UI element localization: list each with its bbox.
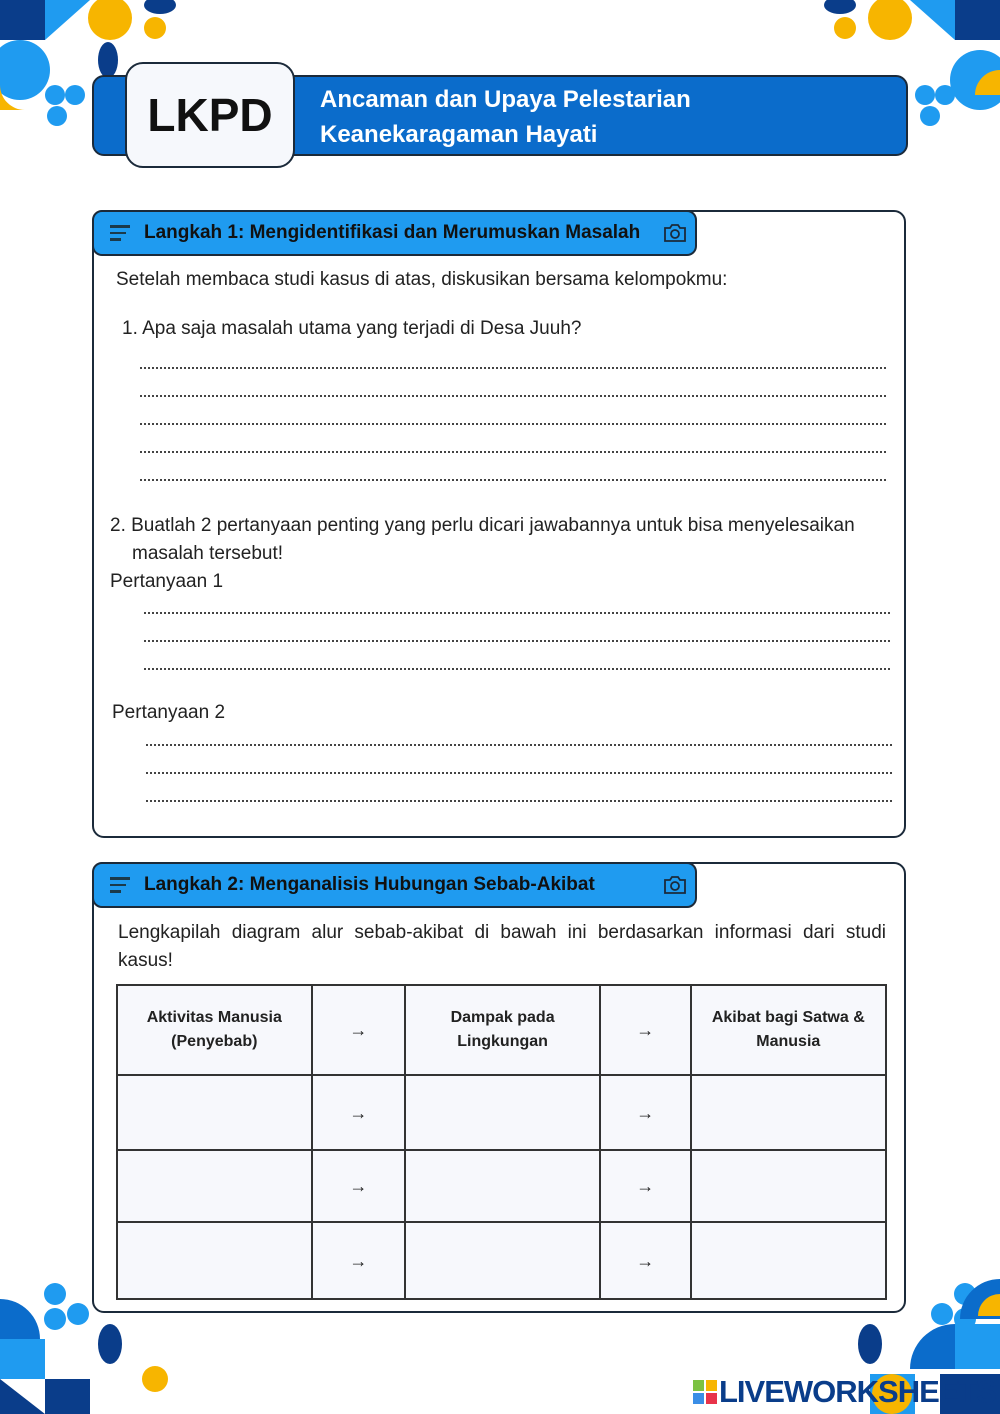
pertanyaan-2-label: Pertanyaan 2 xyxy=(112,702,226,723)
table-row xyxy=(117,1075,886,1150)
worksheet-title xyxy=(320,82,691,152)
step1-intro: Setelah membaca studi kasus di atas, diskusikan bersama kelompokmu: xyxy=(116,269,728,290)
answer-line[interactable] xyxy=(140,479,886,481)
input-cell[interactable] xyxy=(117,1222,312,1299)
header-penyebab: Aktivitas Manusia (Penyebab) xyxy=(117,985,312,1075)
menu-icon xyxy=(110,873,130,897)
table-header-row xyxy=(117,985,886,1075)
answer-line[interactable] xyxy=(144,612,890,614)
step1-header xyxy=(92,210,697,256)
input-cell[interactable] xyxy=(117,1075,312,1150)
camera-icon[interactable] xyxy=(663,875,687,895)
input-cell[interactable] xyxy=(405,1150,600,1222)
step1-title: Langkah 1: Mengidentifikasi dan Merumuskan Masalah xyxy=(144,222,641,243)
header-dampak: Dampak pada Lingkungan xyxy=(405,985,600,1075)
answer-line[interactable] xyxy=(140,367,886,369)
arrow-icon: → xyxy=(600,985,691,1075)
live-logo-icon xyxy=(693,1380,717,1404)
step2-header xyxy=(92,862,697,908)
answer-line[interactable] xyxy=(140,451,886,453)
arrow-icon: → xyxy=(312,1150,406,1222)
table-row xyxy=(117,1150,886,1222)
arrow-icon: → xyxy=(600,1150,691,1222)
title-line-1: Ancaman dan Upaya Pelestarian xyxy=(320,86,691,113)
arrow-icon: → xyxy=(312,1222,406,1299)
question-2: 2. Buatlah 2 pertanyaan penting yang perlu dicari jawabannya untuk bisa menyelesaikan xyxy=(110,515,855,536)
input-cell[interactable] xyxy=(405,1075,600,1150)
menu-icon xyxy=(110,221,130,245)
question-1: 1. Apa saja masalah utama yang terjadi di Desa Juuh? xyxy=(122,318,582,339)
question-2-cont: masalah tersebut! xyxy=(132,543,284,564)
arrow-icon: → xyxy=(600,1075,691,1150)
input-cell[interactable] xyxy=(691,1222,886,1299)
step2-section xyxy=(92,862,906,1313)
step2-intro: Lengkapilah diagram alur sebab-akibat di bawah ini berdasarkan informasi dari studi xyxy=(118,922,886,943)
step1-section xyxy=(92,210,906,838)
input-cell[interactable] xyxy=(691,1075,886,1150)
input-cell[interactable] xyxy=(405,1222,600,1299)
answer-line[interactable] xyxy=(146,772,892,774)
arrow-icon: → xyxy=(600,1222,691,1299)
arrow-icon: → xyxy=(312,985,406,1075)
answer-line[interactable] xyxy=(146,744,892,746)
answer-line[interactable] xyxy=(140,423,886,425)
input-cell[interactable] xyxy=(117,1150,312,1222)
answer-line[interactable] xyxy=(144,640,890,642)
header-akibat: Akibat bagi Satwa & Manusia xyxy=(691,985,886,1075)
answer-line[interactable] xyxy=(144,668,890,670)
title-line-2: Keanekaragaman Hayati xyxy=(320,121,598,148)
pertanyaan-1-label: Pertanyaan 1 xyxy=(110,571,224,592)
step2-title: Langkah 2: Menganalisis Hubungan Sebab-Akibat xyxy=(144,874,595,895)
input-cell[interactable] xyxy=(691,1150,886,1222)
answer-line[interactable] xyxy=(140,395,886,397)
answer-line[interactable] xyxy=(146,800,892,802)
liveworksheets-logo xyxy=(693,1374,996,1410)
camera-icon[interactable] xyxy=(663,223,687,243)
lkpd-badge: LKPD xyxy=(125,62,295,168)
table-row xyxy=(117,1222,886,1299)
cause-effect-table xyxy=(116,984,887,1300)
step2-intro-cont: kasus! xyxy=(118,950,173,971)
arrow-icon: → xyxy=(312,1075,406,1150)
logo-text: LIVEWORKSHEETS xyxy=(719,1374,997,1409)
